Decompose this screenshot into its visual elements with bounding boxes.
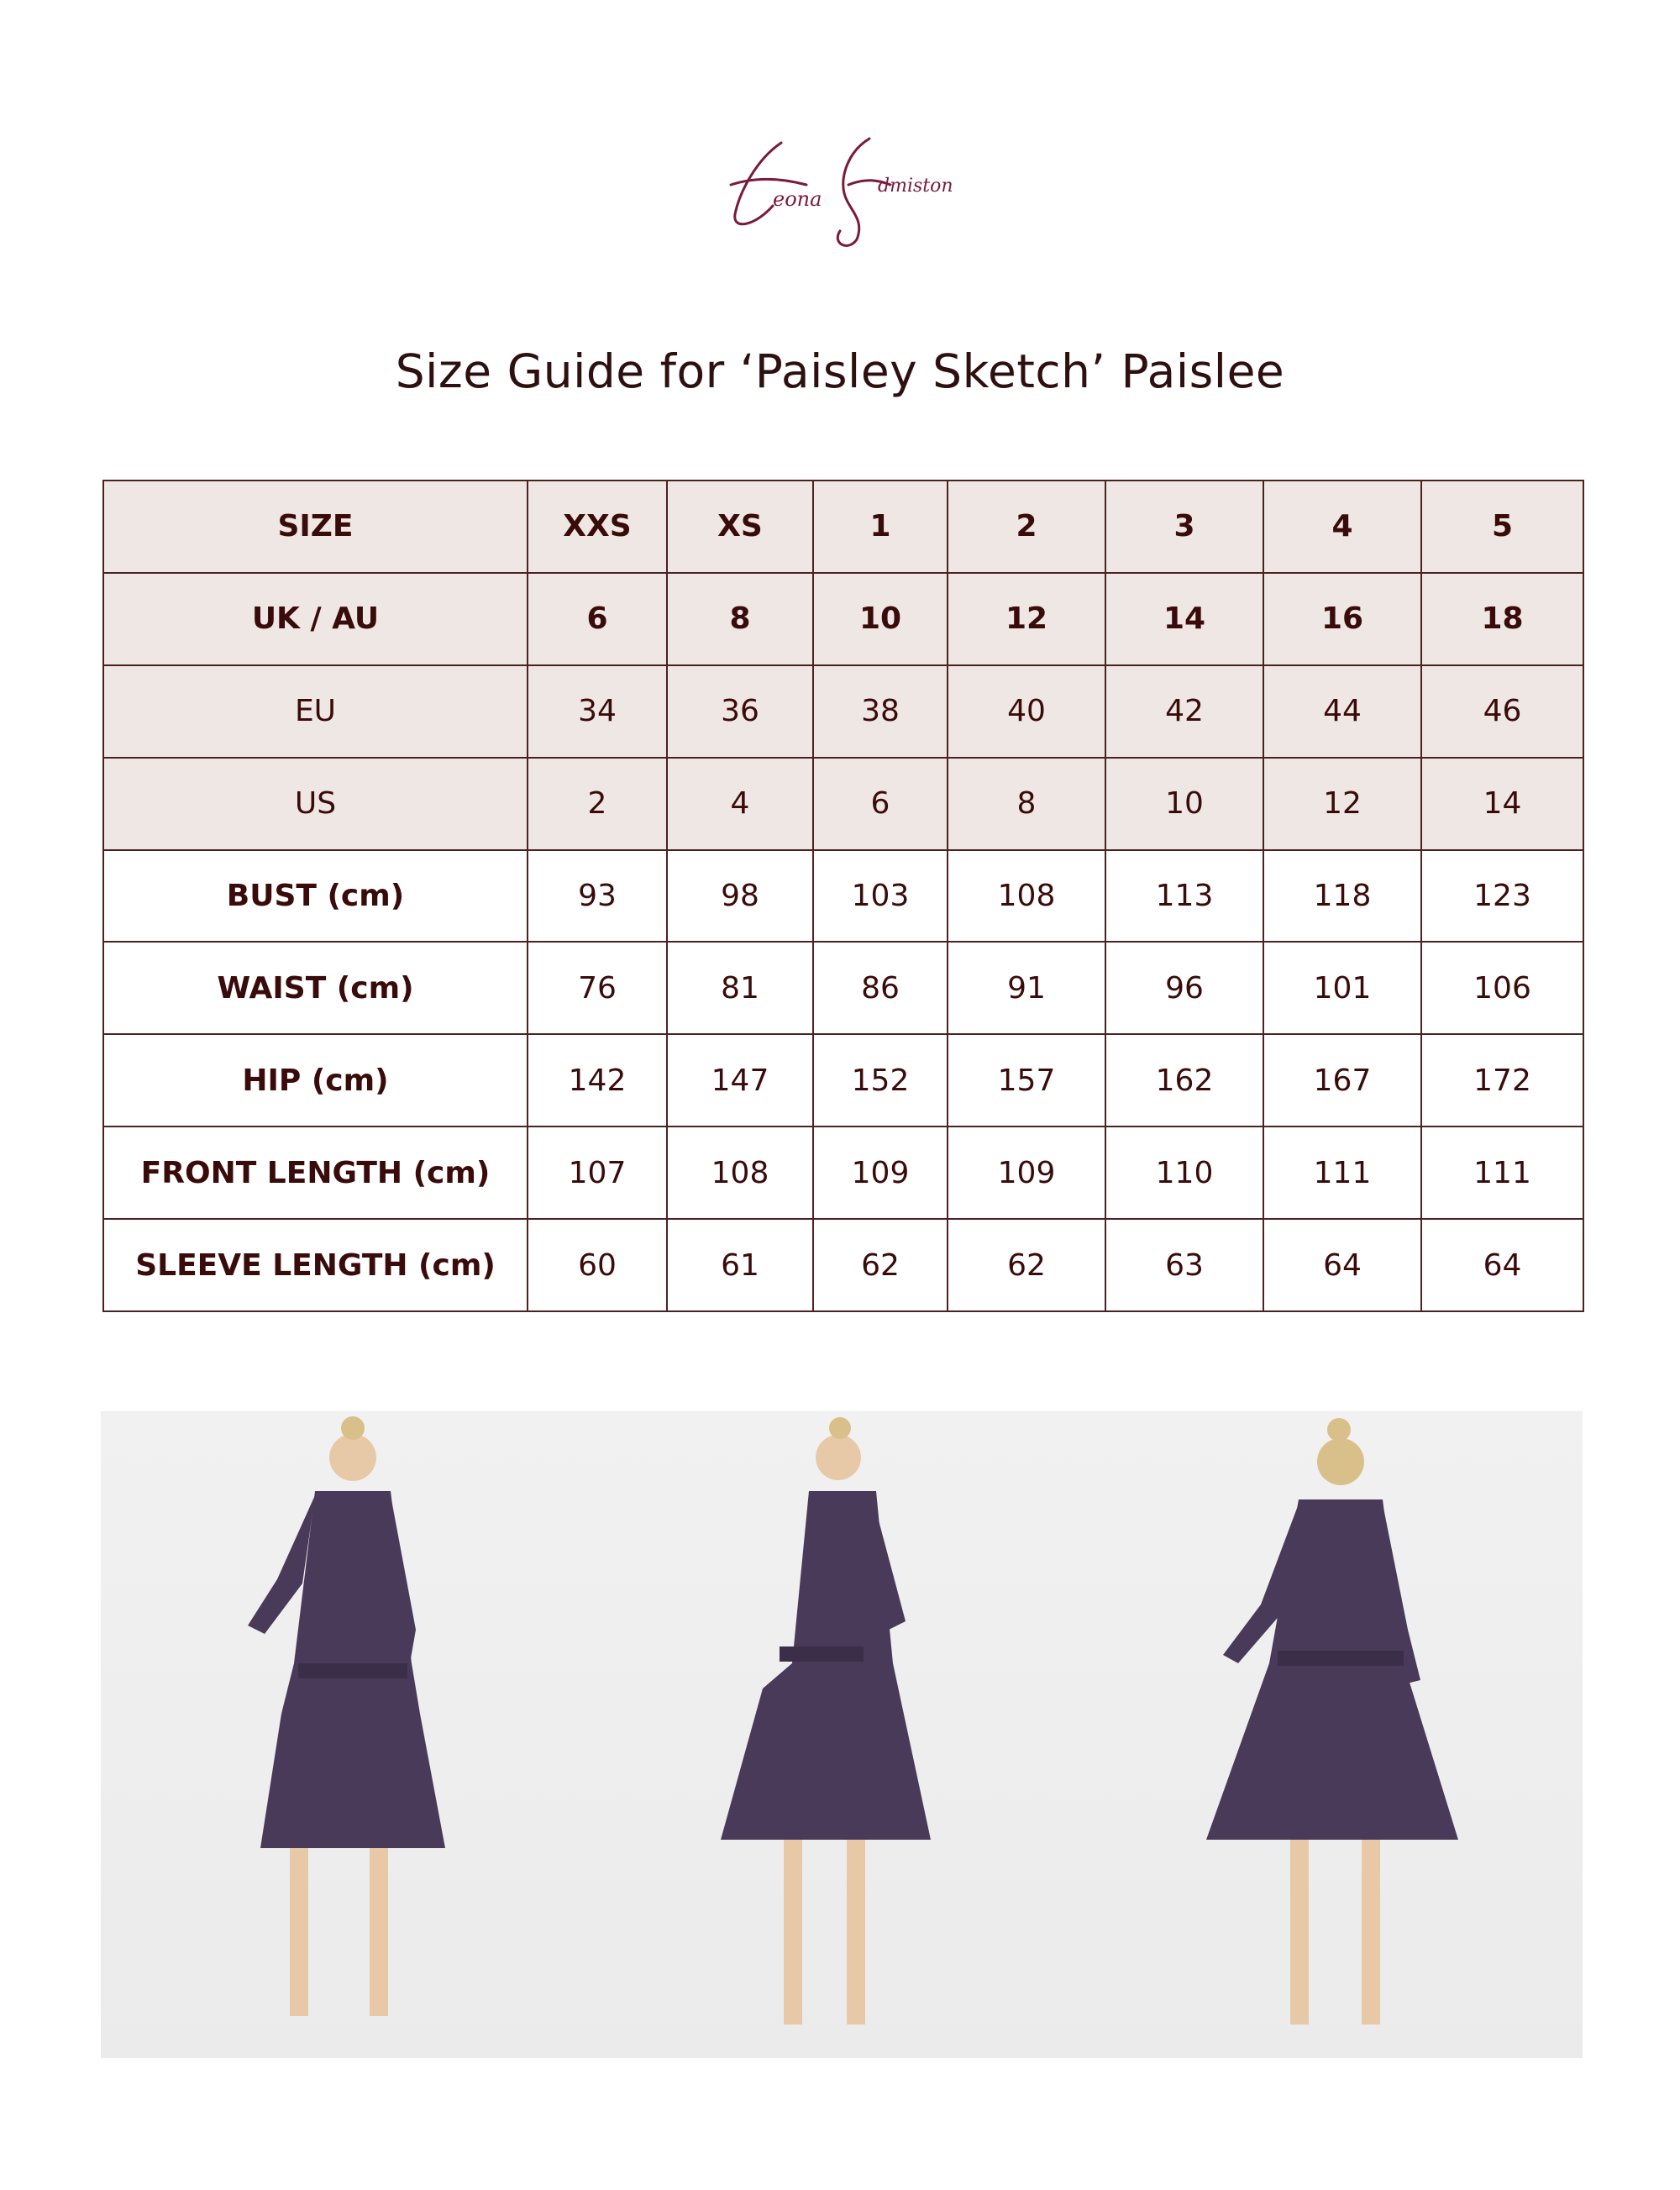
table-cell: 40 xyxy=(948,665,1105,758)
table-cell: 61 xyxy=(667,1219,813,1311)
size-guide-table xyxy=(102,480,1584,1312)
table-cell: 2 xyxy=(948,481,1105,573)
table-cell: 109 xyxy=(948,1127,1105,1219)
table-cell: 91 xyxy=(948,942,1105,1034)
table-cell: 10 xyxy=(813,573,948,665)
product-photos xyxy=(101,1411,1583,2058)
table-cell: 110 xyxy=(1105,1127,1263,1219)
row-label: FRONT LENGTH (cm) xyxy=(103,1127,528,1219)
table-cell: 14 xyxy=(1421,758,1583,850)
table-cell: 46 xyxy=(1421,665,1583,758)
brand-logo xyxy=(722,126,958,252)
table-cell: 118 xyxy=(1263,850,1421,943)
table-cell: 107 xyxy=(528,1127,667,1219)
table-cell: 167 xyxy=(1263,1034,1421,1127)
table-cell: 8 xyxy=(948,758,1105,850)
table-cell: 38 xyxy=(813,665,948,758)
table-cell: 4 xyxy=(1263,481,1421,573)
table-row xyxy=(103,1127,1583,1219)
row-label: HIP (cm) xyxy=(103,1034,528,1127)
table-cell: 14 xyxy=(1105,573,1263,665)
table-row xyxy=(103,481,1583,573)
table-cell: 147 xyxy=(667,1034,813,1127)
table-cell: 152 xyxy=(813,1034,948,1127)
table-cell: 81 xyxy=(667,942,813,1034)
table-cell: 62 xyxy=(948,1219,1105,1311)
table-cell: 1 xyxy=(813,481,948,573)
photo-front-view xyxy=(101,1411,595,2058)
table-cell: 18 xyxy=(1421,573,1583,665)
table-cell: 64 xyxy=(1421,1219,1583,1311)
table-cell: 62 xyxy=(813,1219,948,1311)
table-cell: 16 xyxy=(1263,573,1421,665)
table-row xyxy=(103,573,1583,665)
photo-back-view xyxy=(1089,1411,1583,2058)
table-cell: 6 xyxy=(813,758,948,850)
table-row xyxy=(103,1219,1583,1311)
table-cell: 12 xyxy=(1263,758,1421,850)
table-cell: 108 xyxy=(667,1127,813,1219)
table-row xyxy=(103,1034,1583,1127)
table-cell: 12 xyxy=(948,573,1105,665)
table-cell: 76 xyxy=(528,942,667,1034)
table-cell: 98 xyxy=(667,850,813,943)
table-cell: 109 xyxy=(813,1127,948,1219)
row-label: SLEEVE LENGTH (cm) xyxy=(103,1219,528,1311)
table-cell: XS xyxy=(667,481,813,573)
table-cell: 157 xyxy=(948,1034,1105,1127)
table-cell: 86 xyxy=(813,942,948,1034)
row-label: US xyxy=(103,758,528,850)
table-cell: 44 xyxy=(1263,665,1421,758)
table-cell: 60 xyxy=(528,1219,667,1311)
table-row xyxy=(103,942,1583,1034)
svg-text:dmiston: dmiston xyxy=(878,176,953,197)
table-row xyxy=(103,758,1583,850)
table-cell: 101 xyxy=(1263,942,1421,1034)
table-cell: 64 xyxy=(1263,1219,1421,1311)
table-cell: 8 xyxy=(667,573,813,665)
table-cell: 111 xyxy=(1421,1127,1583,1219)
table-cell: 113 xyxy=(1105,850,1263,943)
table-cell: 123 xyxy=(1421,850,1583,943)
page-title: Size Guide for ‘Paisley Sketch’ Paislee xyxy=(395,344,1285,398)
row-label: SIZE xyxy=(103,481,528,573)
table-cell: 96 xyxy=(1105,942,1263,1034)
photo-side-view xyxy=(595,1411,1089,2058)
svg-text:eona: eona xyxy=(773,187,822,211)
table-cell: 111 xyxy=(1263,1127,1421,1219)
table-cell: 42 xyxy=(1105,665,1263,758)
table-cell: 142 xyxy=(528,1034,667,1127)
table-cell: 103 xyxy=(813,850,948,943)
table-cell: 10 xyxy=(1105,758,1263,850)
table-cell: 106 xyxy=(1421,942,1583,1034)
table-row xyxy=(103,665,1583,758)
table-cell: 6 xyxy=(528,573,667,665)
row-label: WAIST (cm) xyxy=(103,942,528,1034)
table-cell: 4 xyxy=(667,758,813,850)
table-cell: 34 xyxy=(528,665,667,758)
table-cell: XXS xyxy=(528,481,667,573)
table-cell: 2 xyxy=(528,758,667,850)
table-cell: 3 xyxy=(1105,481,1263,573)
table-cell: 162 xyxy=(1105,1034,1263,1127)
table-cell: 5 xyxy=(1421,481,1583,573)
table-cell: 108 xyxy=(948,850,1105,943)
table-cell: 36 xyxy=(667,665,813,758)
row-label: UK / AU xyxy=(103,573,528,665)
table-cell: 63 xyxy=(1105,1219,1263,1311)
table-row xyxy=(103,850,1583,943)
table-cell: 93 xyxy=(528,850,667,943)
table-cell: 172 xyxy=(1421,1034,1583,1127)
row-label: EU xyxy=(103,665,528,758)
row-label: BUST (cm) xyxy=(103,850,528,943)
